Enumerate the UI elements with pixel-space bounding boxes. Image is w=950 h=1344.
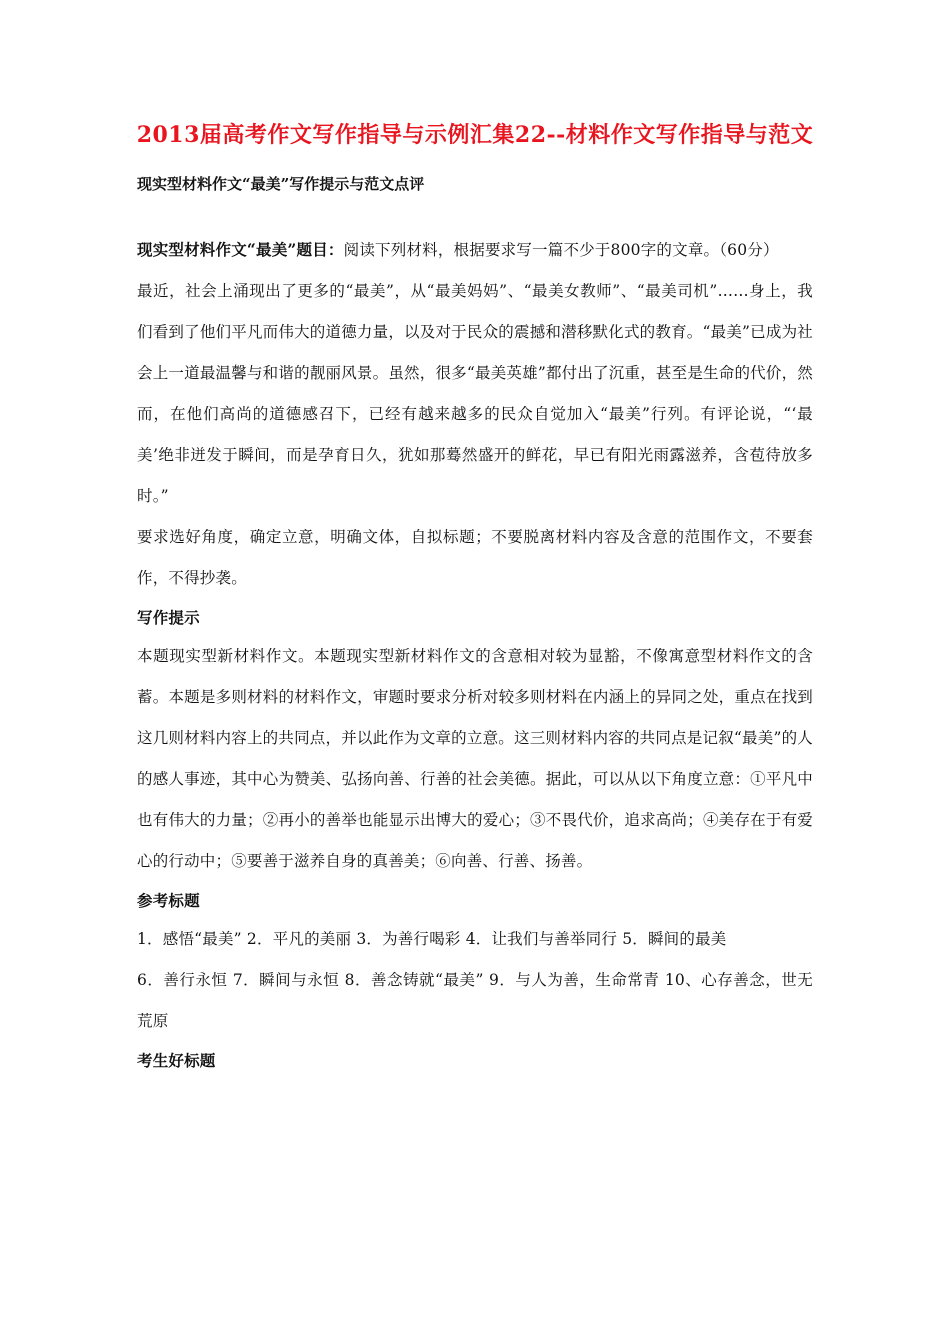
requirement-paragraph: 要求选好角度，确定立意，明确文体，自拟标题；不要脱离材料内容及含意的范围作文，不要套作，不得抄袭。 <box>137 528 813 587</box>
tips-heading: 写作提示 <box>137 608 200 627</box>
prompt-label: 现实型材料作文“最美”题目： <box>137 240 344 259</box>
prompt-text: 阅读下列材料，根据要求写一篇不少于800字的文章。（60分） <box>343 241 779 259</box>
reference-titles-line-2: 6．善行永恒 7．瞬间与永恒 8．善念铸就“最美” 9．与人为善，生命常青 10、心存善念，世无荒原 <box>137 971 813 1030</box>
reference-titles-line-1: 1．感悟“最美” 2．平凡的美丽 3．为善行喝彩 4．让我们与善举同行 5．瞬间的最美 <box>137 930 727 948</box>
tips-paragraph: 本题现实型新材料作文。本题现实型新材料作文的含意相对较为显豁，不像寓意型材料作文的含蓄。本题是多则材料的材料作文，审题时要求分析对较多则材料在内涵上的异同之处，重点在找到这几则材料内容上的共同点，并以此作为文章的立意。这三则材料内容的共同点是记叙“最美”的人的感人事迹，其中心为赞美、弘扬向善、行善的社会美德。据此，可以从以下角度立意：①平凡中也有伟大的力量；②再小的善举也能显示出博大的爱心；③不畏代价，追求高尚；④美存在于有爱心的行动中；⑤要善于滋养自身的真善美；⑥向善、行善、扬善。 <box>137 647 813 870</box>
document-title: 2013届高考作文写作指导与示例汇集22--材料作文写作指导与范文 <box>136 122 814 148</box>
prompt-paragraph <box>137 229 813 271</box>
document-body <box>137 229 813 1079</box>
reference-titles-heading: 参考标题 <box>137 891 200 910</box>
document-subtitle: 现实型材料作文“最美”写作提示与范文点评 <box>137 175 425 193</box>
good-titles-heading: 考生好标题 <box>137 1051 216 1070</box>
material-paragraph: 最近，社会上涌现出了更多的“最美”，从“最美妈妈”、“最美女教师”、“最美司机”……身上，我们看到了他们平凡而伟大的道德力量，以及对于民众的震撼和潜移默化式的教育。“最美”已成为社会上一道最温馨与和谐的靓丽风景。虽然，很多“最美英雄”都付出了沉重，甚至是生命的代价，然而，在他们高尚的道德感召下，已经有越来越多的民众自觉加入“最美”行列。有评论说，“‘最美’绝非迸发于瞬间，而是孕育日久，犹如那蓦然盛开的鲜花，早已有阳光雨露滋养，含苞待放多时。” <box>137 282 813 505</box>
